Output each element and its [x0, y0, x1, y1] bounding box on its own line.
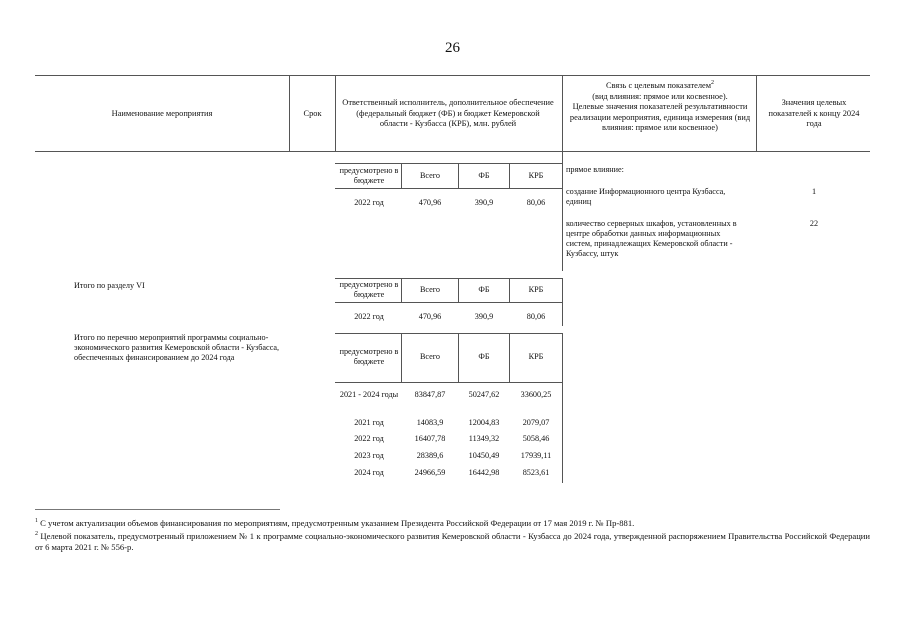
footnote-2-text: Целевой показатель, предусмотренный приложением № 1 к программе социально-экономического развития Кемеровской области - Кузбасса до 2024 года, утвержденной распоряжением Правительства Российской Федерации от 6 марта 2021 г. № 556-р. [35, 531, 870, 552]
table-row-fb: 12004,83 [468, 418, 500, 427]
table-row-krb: 8523,61 [522, 468, 550, 477]
header-link [566, 81, 754, 134]
b1-subheader-top [335, 163, 562, 164]
table-row-krb: 17939,11 [520, 451, 552, 460]
table-row-krb: 2079,07 [522, 418, 550, 427]
footnote-1-text: С учетом актуализации объемов финансирования по мероприятиям, предусмотренным указанием Президента Российской Федерации от 17 мая 2019 г. № Пр-881. [40, 518, 635, 528]
table-row-fb: 11349,32 [468, 434, 500, 443]
footnote-2-mark: 2 [35, 531, 38, 538]
table-row-total: 16407,78 [414, 434, 446, 443]
header-divider-3 [562, 75, 563, 152]
table-row-fb: 16442,98 [468, 468, 500, 477]
footnote-1-mark: 1 [35, 518, 38, 525]
header-divider-4 [756, 75, 757, 152]
b1-krb: 80,06 [526, 198, 546, 207]
b3-subheader-bottom [335, 382, 562, 383]
b3-total-hdr: Всего [419, 352, 441, 361]
b1-krb-hdr: КРБ [528, 171, 544, 180]
b3-planned: предусмотрено в бюджете [339, 347, 399, 366]
b2-fb: 390,9 [474, 312, 494, 321]
b1-influence: прямое влияние: [566, 165, 624, 174]
table-row-fb: 10450,49 [468, 451, 500, 460]
b1-indicator-2-value: 22 [809, 219, 819, 228]
b3-krb-hdr: КРБ [528, 352, 544, 361]
footnote-ref-2: 2 [711, 80, 715, 87]
b1-planned: предусмотрено в бюджете [339, 166, 399, 185]
table-row-krb: 33600,25 [520, 390, 552, 399]
table-row-year: 2021 - 2024 годы [339, 390, 399, 399]
footnote-2 [35, 531, 870, 553]
footnote-separator [35, 509, 280, 510]
table-row-total: 24966,59 [414, 468, 446, 477]
b2-total-hdr: Всего [419, 285, 441, 294]
table-row-total: 14083,9 [416, 418, 444, 427]
b2-right-border [562, 278, 563, 326]
b1-fb: 390,9 [474, 198, 494, 207]
b1-right-border [562, 151, 563, 271]
b2-subheader-bottom [335, 302, 562, 303]
b2-title: Итого по разделу VI [74, 281, 145, 290]
b3-right-border [562, 333, 563, 483]
b1-indicator-1-value: 1 [811, 187, 817, 196]
b2-year: 2022 год [354, 312, 384, 321]
header-name: Наименование мероприятия [111, 109, 213, 118]
header-link-line2: (вид влияния: прямое или косвенное). [592, 91, 728, 101]
footnote-1 [35, 518, 870, 529]
table-top-border [35, 75, 870, 76]
b3-title: Итого по перечню мероприятий программы социально-экономического развития Кемеровской области - Кузбасса, обеспеченных финансированием до 2024 года [74, 333, 280, 362]
b1-total-hdr: Всего [419, 171, 441, 180]
table-header-bottom-border [35, 151, 870, 152]
table-row-total: 83847,87 [414, 390, 446, 399]
b2-planned: предусмотрено в бюджете [339, 280, 399, 299]
header-link-line3: Целевые значения показателей результативности реализации мероприятия, единица измерения (вид влияния: прямое или косвенное) [569, 102, 751, 132]
b1-year: 2022 год [354, 198, 384, 207]
header-divider-2 [335, 75, 336, 152]
b2-total: 470,96 [418, 312, 442, 321]
b2-krb-hdr: КРБ [528, 285, 544, 294]
b1-subheader-bottom [335, 188, 562, 189]
table-row-year: 2023 год [354, 451, 384, 460]
header-responsible: Ответственный исполнитель, дополнительное обеспечение (федеральный бюджет (ФБ) и бюджет Кемеровской области - Кузбасса (КРБ), млн. рублей [342, 98, 554, 128]
b1-total: 470,96 [418, 198, 442, 207]
header-link-line1: Связь с целевым показателем [605, 81, 712, 90]
b2-subheader-top [335, 278, 562, 279]
header-term: Срок [303, 109, 322, 118]
page-number: 26 [445, 40, 460, 56]
b2-fb-hdr: ФБ [478, 285, 490, 294]
b3-subheader-top [335, 333, 562, 334]
b1-fb-hdr: ФБ [478, 171, 490, 180]
b2-krb: 80,06 [526, 312, 546, 321]
table-row-year: 2021 год [354, 418, 384, 427]
b1-indicator-2: количество серверных шкафов, установленных в центре обработки данных информационных систем, принадлежащих Кемеровской области - Кузбассу, штук [566, 219, 737, 258]
b1-indicator-1: создание Информационного центра Кузбасса, единиц [566, 187, 726, 206]
table-row-year: 2022 год [354, 434, 384, 443]
header-values: Значения целевых показателей к концу 2024 года [768, 98, 860, 128]
table-row-total: 28389,6 [416, 451, 444, 460]
table-row-krb: 5058,46 [522, 434, 550, 443]
table-row-year: 2024 год [354, 468, 384, 477]
table-row-fb: 50247,62 [468, 390, 500, 399]
b3-fb-hdr: ФБ [478, 352, 490, 361]
